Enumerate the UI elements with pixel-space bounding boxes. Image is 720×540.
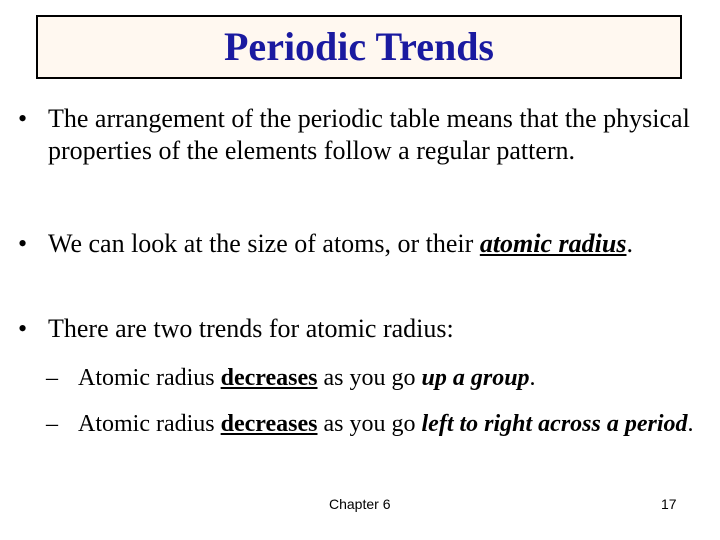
sub-text-post: . bbox=[687, 411, 694, 437]
decreases-term: decreases bbox=[220, 411, 318, 437]
bullet-text bbox=[48, 228, 698, 260]
sub-text-post: . bbox=[529, 365, 536, 391]
sub-text-mid: as you go bbox=[317, 411, 422, 437]
atomic-radius-term: atomic radius bbox=[479, 229, 627, 258]
sub-bullet-text bbox=[78, 363, 708, 393]
direction-term: up a group bbox=[421, 365, 530, 391]
bullet-text: The arrangement of the periodic table means that the physical properties of the elements follow a regular pattern. bbox=[48, 104, 690, 165]
sub-bullet-dash: – bbox=[46, 411, 58, 437]
bullet-dot: • bbox=[18, 104, 28, 133]
sub-bullet-text bbox=[78, 409, 708, 439]
decreases-term: decreases bbox=[220, 365, 318, 391]
bullet-dot: • bbox=[18, 229, 28, 258]
sub-text-mid: as you go bbox=[317, 365, 422, 391]
bullet-text-pre: We can look at the size of atoms, or their bbox=[48, 229, 480, 258]
bullet-text: There are two trends for atomic radius: bbox=[48, 314, 454, 343]
bullet-text-post: . bbox=[626, 229, 633, 258]
direction-term: left to right across a period bbox=[421, 411, 688, 437]
slide-title: Periodic Trends bbox=[224, 24, 494, 69]
footer-page-number: 17 bbox=[661, 496, 677, 512]
title-box bbox=[36, 15, 682, 79]
sub-bullet-dash: – bbox=[46, 365, 58, 391]
bullet-dot: • bbox=[18, 314, 28, 343]
sub-text-pre: Atomic radius bbox=[78, 411, 221, 437]
sub-text-pre: Atomic radius bbox=[78, 365, 221, 391]
footer-chapter: Chapter 6 bbox=[329, 496, 391, 512]
